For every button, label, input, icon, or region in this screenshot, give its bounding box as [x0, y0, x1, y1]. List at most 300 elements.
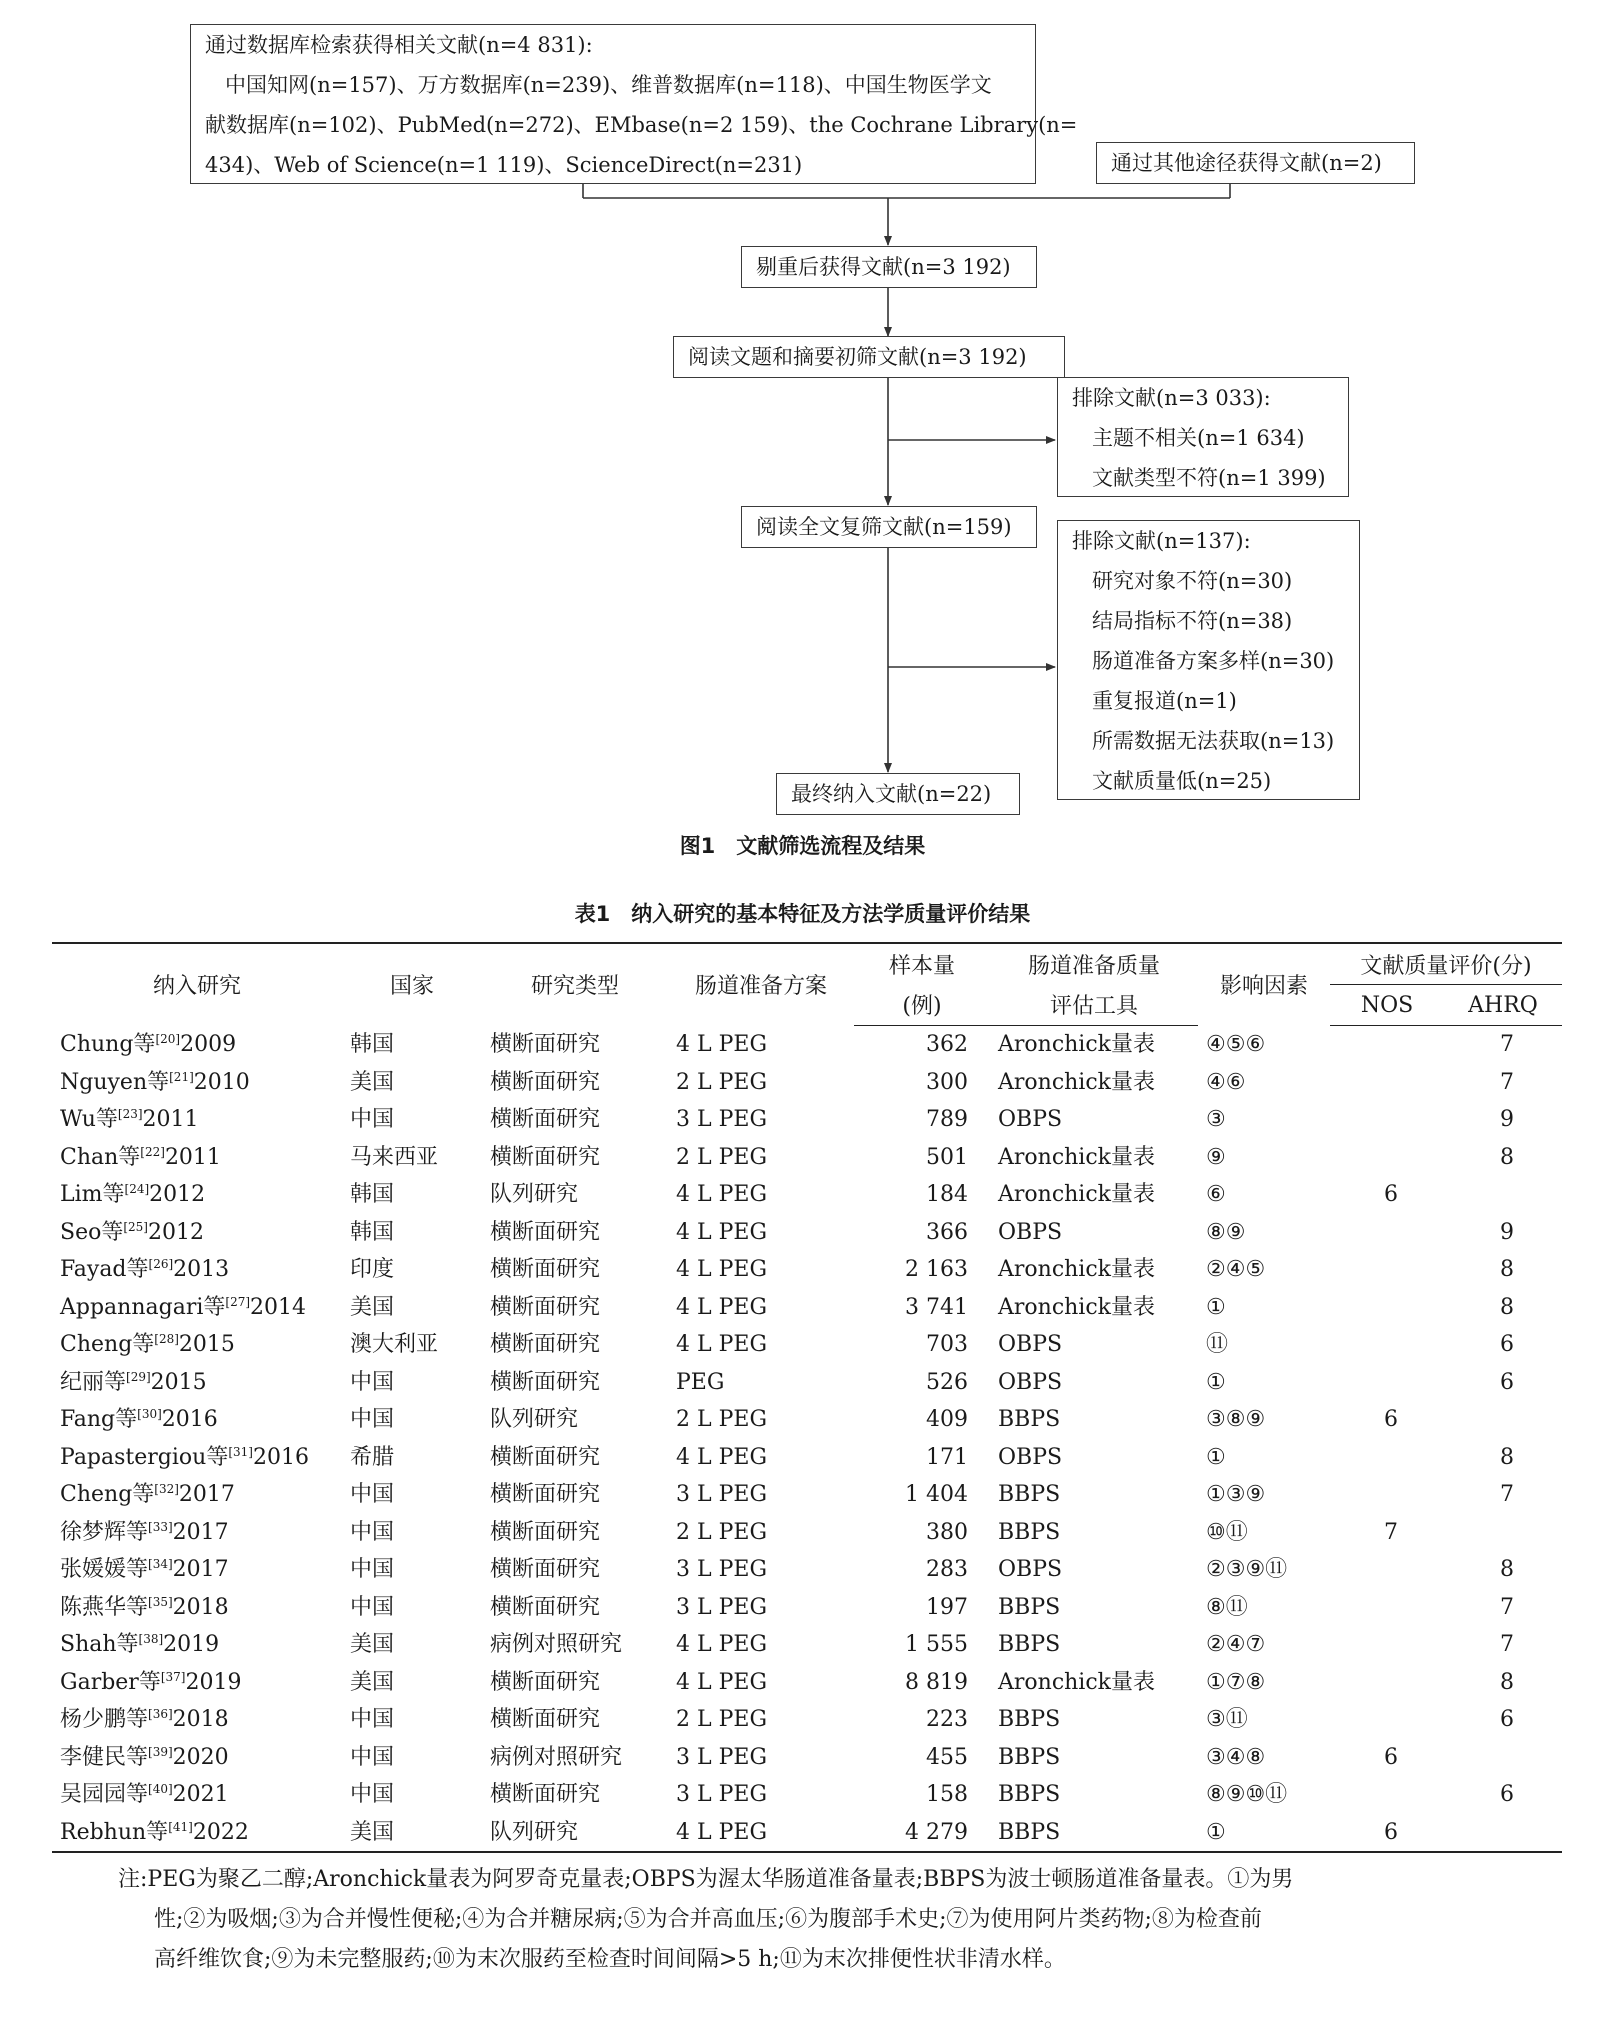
- cell-ahrq: 8: [1500, 1257, 1514, 1282]
- cell-study-type: 横断面研究: [490, 1369, 601, 1395]
- cell-sample-size: 171: [926, 1444, 968, 1470]
- cell-study-type: 横断面研究: [490, 1069, 601, 1095]
- cell-factors: ①: [1206, 1369, 1226, 1395]
- study-year: 2012: [147, 1219, 204, 1245]
- header-bowel-prep: 肠道准备方案: [668, 943, 854, 1026]
- exclude2-item: 所需数据无法获取(n=13): [1092, 729, 1335, 753]
- table-row: [52, 1401, 1562, 1439]
- cell-sample-size: 409: [926, 1407, 968, 1432]
- header-nos: NOS: [1330, 985, 1444, 1026]
- cell-bowel-prep: 3 L PEG: [676, 1557, 768, 1582]
- cell-factors: ④⑥: [1206, 1069, 1246, 1095]
- cell-nos: [1330, 1026, 1444, 1064]
- cell-assessment-tool: OBPS: [998, 1369, 1063, 1395]
- study-ref: [31]: [228, 1444, 253, 1459]
- box-exclude-second: [1057, 520, 1360, 800]
- table-row: [52, 1739, 1562, 1777]
- cell-bowel-prep: 2 L PEG: [676, 1519, 768, 1545]
- study-ref: [37]: [160, 1669, 186, 1684]
- box-other-sources: [1096, 142, 1415, 184]
- table-row: [52, 1251, 1562, 1289]
- cell-factors: ②④⑦: [1206, 1632, 1266, 1657]
- box-fulltext-screen: [741, 506, 1037, 548]
- cell-assessment-tool: OBPS: [998, 1557, 1063, 1582]
- cell-nos: [1330, 1551, 1444, 1589]
- table-row: [52, 1364, 1562, 1402]
- study-author: Papastergiou等: [60, 1444, 229, 1470]
- cell-country: 马来西亚: [350, 1144, 439, 1170]
- study-ref: [39]: [148, 1744, 173, 1759]
- cell-ahrq: 6: [1500, 1782, 1514, 1807]
- cell-ahrq: [1444, 1514, 1562, 1552]
- cell-study: [52, 1176, 342, 1214]
- study-author: 纪丽等: [60, 1369, 127, 1395]
- study-author: 徐梦辉等: [60, 1519, 149, 1545]
- cell-nos: [1330, 1664, 1444, 1702]
- study-year: 2020: [172, 1744, 229, 1770]
- cell-assessment-tool: OBPS: [998, 1107, 1063, 1132]
- cell-ahrq: 7: [1500, 1032, 1514, 1057]
- cell-study: [52, 1139, 342, 1177]
- exclude2-item: 肠道准备方案多样(n=30): [1092, 649, 1335, 673]
- final-text: 最终纳入文献(n=22): [791, 782, 992, 806]
- cell-assessment-tool: BBPS: [998, 1482, 1061, 1507]
- study-year: 2016: [161, 1407, 218, 1432]
- cell-country: 中国: [350, 1782, 395, 1807]
- cell-study: [52, 1101, 342, 1139]
- cell-ahrq: [1444, 1739, 1562, 1777]
- cell-study: [52, 1776, 342, 1814]
- cell-country: 中国: [350, 1107, 395, 1132]
- cell-nos: [1330, 1776, 1444, 1814]
- header-study: 纳入研究: [52, 943, 342, 1026]
- cell-nos: [1330, 1289, 1444, 1327]
- cell-study-type: 横断面研究: [490, 1332, 601, 1357]
- table-row: [52, 1439, 1562, 1477]
- header-tool-sub: 评估工具: [990, 985, 1198, 1026]
- cell-bowel-prep: 4 L PEG: [676, 1632, 768, 1657]
- cell-study-type: 横断面研究: [490, 1144, 601, 1170]
- study-year: 2015: [150, 1369, 207, 1395]
- table-row: [52, 1064, 1562, 1102]
- cell-sample-size: 2 163: [905, 1257, 968, 1282]
- cell-sample-size: 526: [926, 1369, 968, 1395]
- table-row: [52, 1589, 1562, 1627]
- cell-assessment-tool: BBPS: [998, 1744, 1061, 1770]
- cell-factors: ⑪: [1206, 1332, 1229, 1357]
- study-ref: [22]: [140, 1144, 165, 1159]
- header-ahrq: AHRQ: [1444, 985, 1562, 1026]
- cell-ahrq: 8: [1500, 1669, 1514, 1695]
- cell-ahrq: 9: [1500, 1107, 1514, 1132]
- study-year: 2016: [252, 1444, 309, 1470]
- box-title-abstract-screen: [673, 336, 1065, 378]
- cell-bowel-prep: 4 L PEG: [676, 1257, 768, 1282]
- study-year: 2017: [172, 1519, 229, 1545]
- cell-ahrq: 8: [1500, 1294, 1514, 1320]
- cell-bowel-prep: 3 L PEG: [676, 1107, 768, 1132]
- cell-study: [52, 1514, 342, 1552]
- study-author: Nguyen等: [60, 1069, 170, 1095]
- study-ref: [32]: [154, 1482, 179, 1496]
- study-year: 2017: [178, 1482, 235, 1507]
- table-note: [118, 1860, 1568, 1980]
- cell-study-type: 横断面研究: [490, 1482, 601, 1507]
- cell-study: [52, 1026, 342, 1064]
- study-ref: [20]: [155, 1031, 181, 1046]
- study-author: Fayad等: [60, 1257, 149, 1282]
- search-line-2: 献数据库(n=102)、PubMed(n=272)、EMbase(n=2 159)、the Cochrane Library(n=: [205, 113, 1078, 137]
- study-author: Rebhun等: [60, 1819, 169, 1845]
- cell-ahrq: [1444, 1401, 1562, 1439]
- table-row: [52, 1139, 1562, 1177]
- cell-factors: ①: [1206, 1294, 1226, 1320]
- cell-study-type: 横断面研究: [490, 1707, 601, 1732]
- cell-sample-size: 3 741: [905, 1294, 968, 1320]
- study-ref: [27]: [225, 1294, 251, 1309]
- cell-study-type: 横断面研究: [490, 1669, 601, 1695]
- table-row: [52, 1514, 1562, 1552]
- cell-study-type: 横断面研究: [490, 1519, 601, 1545]
- cell-bowel-prep: 4 L PEG: [668, 1814, 854, 1853]
- note-line-1: 注:PEG为聚乙二醇;Aronchick量表为阿罗奇克量表;OBPS为渥太华肠道准备量表;BBPS为波士顿肠道准备量表。①为男: [118, 1867, 1294, 1892]
- cell-nos: [1330, 1589, 1444, 1627]
- other-sources-text: 通过其他途径获得文献(n=2): [1111, 151, 1382, 175]
- cell-factors: ③: [1206, 1107, 1226, 1132]
- cell-study-type: 病例对照研究: [490, 1632, 623, 1657]
- cell-bowel-prep: PEG: [676, 1369, 725, 1395]
- cell-factors: ②③⑨⑪: [1206, 1557, 1288, 1582]
- cell-country: 中国: [350, 1557, 395, 1582]
- cell-assessment-tool: BBPS: [998, 1594, 1061, 1620]
- cell-assessment-tool: BBPS: [998, 1707, 1061, 1732]
- cell-sample-size: 223: [926, 1707, 968, 1732]
- cell-study-type: 横断面研究: [490, 1219, 601, 1245]
- cell-ahrq: [1444, 1176, 1562, 1214]
- cell-assessment-tool: Aronchick量表: [998, 1144, 1155, 1170]
- cell-study-type: 横断面研究: [490, 1782, 601, 1807]
- cell-sample-size: 703: [926, 1332, 968, 1357]
- cell-study-type: 横断面研究: [490, 1107, 601, 1132]
- cell-country: 美国: [350, 1069, 395, 1095]
- cell-sample-size: 455: [926, 1744, 968, 1770]
- study-author: Cheng等: [60, 1482, 155, 1507]
- cell-bowel-prep: 4 L PEG: [676, 1031, 768, 1057]
- cell-study-type: 横断面研究: [490, 1031, 601, 1057]
- study-ref: [21]: [169, 1069, 194, 1084]
- cell-country: 希腊: [350, 1444, 395, 1470]
- cell-nos: [1330, 1251, 1444, 1289]
- cell-country: 中国: [350, 1482, 395, 1507]
- cell-country: 韩国: [350, 1219, 395, 1245]
- cell-assessment-tool: OBPS: [998, 1219, 1063, 1245]
- cell-sample-size: 501: [926, 1144, 968, 1170]
- cell-nos: [1330, 1626, 1444, 1664]
- cell-country: 中国: [350, 1519, 395, 1545]
- cell-study: [52, 1401, 342, 1439]
- cell-country: 中国: [350, 1707, 395, 1732]
- cell-sample-size: 4 279: [854, 1814, 990, 1853]
- cell-country: 美国: [342, 1814, 482, 1853]
- cell-assessment-tool: BBPS: [998, 1519, 1061, 1545]
- study-ref: [36]: [148, 1707, 173, 1721]
- cell-study-type: 队列研究: [490, 1407, 579, 1432]
- cell-factors: ③⑪: [1206, 1707, 1248, 1732]
- figure-caption: 图1 文献筛选流程及结果: [679, 834, 926, 858]
- table-row: [52, 1214, 1562, 1252]
- study-year: 2017: [172, 1557, 229, 1582]
- cell-study-type: 队列研究: [482, 1814, 668, 1853]
- study-ref: [35]: [148, 1594, 173, 1609]
- cell-bowel-prep: 2 L PEG: [676, 1069, 768, 1095]
- dedup-text: 剔重后获得文献(n=3 192): [756, 255, 1011, 279]
- cell-study: [52, 1214, 342, 1252]
- cell-ahrq: [1444, 1814, 1562, 1853]
- table-row: [52, 1701, 1562, 1739]
- table-row: [52, 1289, 1562, 1327]
- cell-factors: ⑨: [1206, 1144, 1226, 1170]
- study-characteristics-table: [52, 942, 1562, 1853]
- box-deduplicated: [741, 246, 1037, 288]
- cell-assessment-tool: OBPS: [998, 1332, 1063, 1357]
- cell-bowel-prep: 2 L PEG: [676, 1707, 768, 1732]
- header-sample-unit: (例): [854, 985, 990, 1026]
- cell-study: [52, 1476, 342, 1514]
- cell-bowel-prep: 4 L PEG: [676, 1669, 768, 1695]
- study-author: 杨少鹏等: [60, 1707, 149, 1732]
- header-factors: 影响因素: [1198, 943, 1330, 1026]
- study-author: 陈燕华等: [60, 1594, 149, 1620]
- cell-ahrq: 8: [1500, 1144, 1514, 1170]
- study-ref: [25]: [123, 1219, 148, 1234]
- cell-ahrq: 7: [1500, 1069, 1514, 1095]
- study-author: Appannagari等: [60, 1294, 226, 1320]
- cell-study: [52, 1664, 342, 1702]
- search-line-3: 434)、Web of Science(n=1 119)、ScienceDirect(n=231): [205, 153, 803, 177]
- study-author: Fang等: [60, 1407, 138, 1432]
- cell-country: 中国: [350, 1594, 395, 1620]
- cell-study-type: 横断面研究: [490, 1444, 601, 1470]
- cell-factors: ①: [1206, 1444, 1226, 1470]
- cell-assessment-tool: Aronchick量表: [998, 1257, 1155, 1282]
- table-row: [52, 1664, 1562, 1702]
- cell-ahrq: 6: [1500, 1707, 1514, 1732]
- cell-ahrq: 8: [1500, 1444, 1514, 1470]
- cell-bowel-prep: 2 L PEG: [676, 1144, 768, 1170]
- cell-study-type: 队列研究: [490, 1182, 579, 1207]
- cell-nos: [1330, 1064, 1444, 1102]
- study-ref: [23]: [117, 1107, 143, 1121]
- cell-ahrq: 7: [1500, 1482, 1514, 1507]
- study-author: Lim等: [60, 1182, 125, 1207]
- cell-assessment-tool: BBPS: [990, 1814, 1198, 1853]
- study-year: 2015: [178, 1332, 235, 1357]
- study-year: 2009: [180, 1031, 237, 1057]
- study-ref: [38]: [138, 1632, 164, 1646]
- cell-sample-size: 197: [926, 1594, 968, 1620]
- cell-nos: [1330, 1101, 1444, 1139]
- table-row: [52, 1176, 1562, 1214]
- cell-factors: ①③⑨: [1206, 1482, 1266, 1507]
- cell-study: [52, 1589, 342, 1627]
- exclude2-item: 研究对象不符(n=30): [1092, 569, 1293, 593]
- search-line-1: 中国知网(n=157)、万方数据库(n=239)、维普数据库(n=118)、中国生物医学文: [225, 73, 992, 97]
- study-year: 2022: [192, 1819, 249, 1845]
- cell-bowel-prep: 4 L PEG: [676, 1332, 768, 1357]
- cell-country: 韩国: [350, 1182, 395, 1207]
- cell-study: [52, 1814, 342, 1853]
- table-row: [52, 1101, 1562, 1139]
- table-row: [52, 1476, 1562, 1514]
- table-row: [52, 1776, 1562, 1814]
- study-ref: [33]: [148, 1519, 173, 1534]
- cell-ahrq: 7: [1500, 1632, 1514, 1657]
- study-year: 2018: [172, 1594, 229, 1620]
- cell-sample-size: 184: [926, 1182, 968, 1207]
- cell-country: 美国: [350, 1632, 395, 1657]
- study-year: 2014: [250, 1294, 307, 1320]
- header-country: 国家: [342, 943, 482, 1026]
- cell-country: 澳大利亚: [350, 1332, 439, 1357]
- cell-nos: [1330, 1364, 1444, 1402]
- header-quality: 文献质量评价(分): [1330, 943, 1562, 985]
- cell-assessment-tool: OBPS: [998, 1444, 1063, 1470]
- cell-bowel-prep: 2 L PEG: [676, 1407, 768, 1432]
- study-ref: [30]: [137, 1407, 162, 1421]
- cell-nos: 6: [1330, 1814, 1444, 1853]
- cell-study: [52, 1251, 342, 1289]
- cell-factors: ③④⑧: [1206, 1744, 1266, 1770]
- cell-study: [52, 1326, 342, 1364]
- table-row: [52, 1326, 1562, 1364]
- cell-country: 美国: [350, 1294, 395, 1320]
- study-year: 2010: [193, 1069, 250, 1095]
- box-final-included: [776, 773, 1020, 815]
- cell-ahrq: 6: [1500, 1369, 1514, 1395]
- cell-nos: [1330, 1476, 1444, 1514]
- cell-assessment-tool: BBPS: [998, 1782, 1061, 1807]
- cell-study-type: 横断面研究: [490, 1557, 601, 1582]
- cell-study: [52, 1064, 342, 1102]
- cell-assessment-tool: BBPS: [998, 1632, 1061, 1657]
- study-year: 2011: [142, 1107, 199, 1132]
- study-author: 李健民等: [60, 1744, 149, 1770]
- fulltext-text: 阅读全文复筛文献(n=159): [756, 515, 1012, 539]
- cell-nos: 6: [1384, 1182, 1398, 1207]
- cell-sample-size: 1 555: [905, 1632, 968, 1657]
- study-author: Chan等: [60, 1144, 141, 1170]
- box-database-search: [190, 24, 1078, 184]
- cell-sample-size: 300: [926, 1069, 968, 1095]
- study-ref: [26]: [148, 1257, 174, 1271]
- cell-nos: [1330, 1139, 1444, 1177]
- screen-text: 阅读文题和摘要初筛文献(n=3 192): [688, 345, 1027, 369]
- cell-assessment-tool: Aronchick量表: [998, 1294, 1155, 1320]
- study-author: Cheng等: [60, 1332, 155, 1357]
- table-row: [52, 1026, 1562, 1064]
- cell-factors: ⑥: [1206, 1182, 1226, 1207]
- study-year: 2021: [172, 1782, 229, 1807]
- cell-study-type: 病例对照研究: [490, 1744, 623, 1770]
- cell-ahrq: 9: [1500, 1219, 1514, 1245]
- cell-assessment-tool: Aronchick量表: [998, 1669, 1155, 1695]
- cell-bowel-prep: 4 L PEG: [676, 1294, 768, 1320]
- study-ref: [28]: [154, 1332, 179, 1346]
- study-author: Wu等: [60, 1107, 118, 1132]
- cell-study: [52, 1739, 342, 1777]
- exclude1-item: 主题不相关(n=1 634): [1092, 426, 1305, 450]
- cell-bowel-prep: 3 L PEG: [676, 1782, 768, 1807]
- cell-factors: ①⑦⑧: [1206, 1669, 1266, 1695]
- cell-study: [52, 1289, 342, 1327]
- cell-country: 中国: [350, 1744, 395, 1770]
- cell-bowel-prep: 3 L PEG: [676, 1594, 768, 1620]
- cell-bowel-prep: 3 L PEG: [676, 1744, 768, 1770]
- cell-study: [52, 1551, 342, 1589]
- study-year: 2019: [185, 1669, 242, 1695]
- cell-nos: [1330, 1214, 1444, 1252]
- cell-factors: ⑧⑨: [1206, 1219, 1246, 1245]
- cell-sample-size: 380: [926, 1519, 968, 1545]
- header-assessment-tool: 肠道准备质量: [990, 943, 1198, 985]
- cell-assessment-tool: Aronchick量表: [998, 1182, 1155, 1207]
- header-study-type: 研究类型: [482, 943, 668, 1026]
- cell-sample-size: 366: [926, 1219, 968, 1245]
- cell-study: [52, 1364, 342, 1402]
- study-author: 吴园园等: [60, 1782, 149, 1807]
- study-ref: [34]: [148, 1557, 173, 1571]
- study-author: Seo等: [60, 1219, 124, 1245]
- box-exclude-first: [1057, 377, 1349, 497]
- cell-study-type: 横断面研究: [490, 1594, 601, 1620]
- study-author: 张媛媛等: [60, 1557, 149, 1582]
- cell-assessment-tool: Aronchick量表: [998, 1069, 1155, 1095]
- table-caption: 表1 纳入研究的基本特征及方法学质量评价结果: [574, 902, 1031, 926]
- exclude2-item: 文献质量低(n=25): [1092, 769, 1272, 793]
- cell-nos: 6: [1384, 1744, 1398, 1770]
- exclude2-item: 重复报道(n=1): [1092, 689, 1237, 713]
- study-year: 2019: [163, 1632, 220, 1657]
- cell-assessment-tool: Aronchick量表: [998, 1032, 1155, 1057]
- study-author: Shah等: [60, 1632, 139, 1657]
- table-row: [52, 1814, 1562, 1853]
- exclude1-title: 排除文献(n=3 033):: [1072, 386, 1271, 410]
- cell-assessment-tool: BBPS: [998, 1407, 1061, 1432]
- cell-nos: [1330, 1326, 1444, 1364]
- cell-bowel-prep: 3 L PEG: [676, 1482, 768, 1507]
- cell-sample-size: 158: [926, 1782, 968, 1807]
- cell-country: 中国: [350, 1369, 395, 1395]
- table-row: [52, 1626, 1562, 1664]
- cell-country: 美国: [350, 1669, 395, 1695]
- cell-study: [52, 1701, 342, 1739]
- cell-country: 中国: [350, 1407, 395, 1432]
- cell-nos: [1330, 1701, 1444, 1739]
- cell-sample-size: 8 819: [905, 1669, 968, 1695]
- study-ref: [29]: [126, 1369, 151, 1384]
- cell-factors: ⑩⑪: [1206, 1519, 1248, 1545]
- cell-sample-size: 362: [926, 1032, 968, 1057]
- cell-bowel-prep: 4 L PEG: [676, 1219, 768, 1245]
- cell-ahrq: 6: [1500, 1332, 1514, 1357]
- cell-ahrq: 7: [1500, 1594, 1514, 1620]
- cell-bowel-prep: 4 L PEG: [676, 1182, 768, 1207]
- cell-factors: ①: [1198, 1814, 1330, 1853]
- note-line-3: 高纤维饮食;⑨为未完整服药;⑩为末次服药至检查时间间隔>5 h;⑪为末次排便性状非清水样。: [154, 1947, 1066, 1972]
- cell-nos: 6: [1384, 1407, 1398, 1432]
- study-author: Chung等: [60, 1031, 156, 1057]
- cell-bowel-prep: 4 L PEG: [676, 1444, 768, 1470]
